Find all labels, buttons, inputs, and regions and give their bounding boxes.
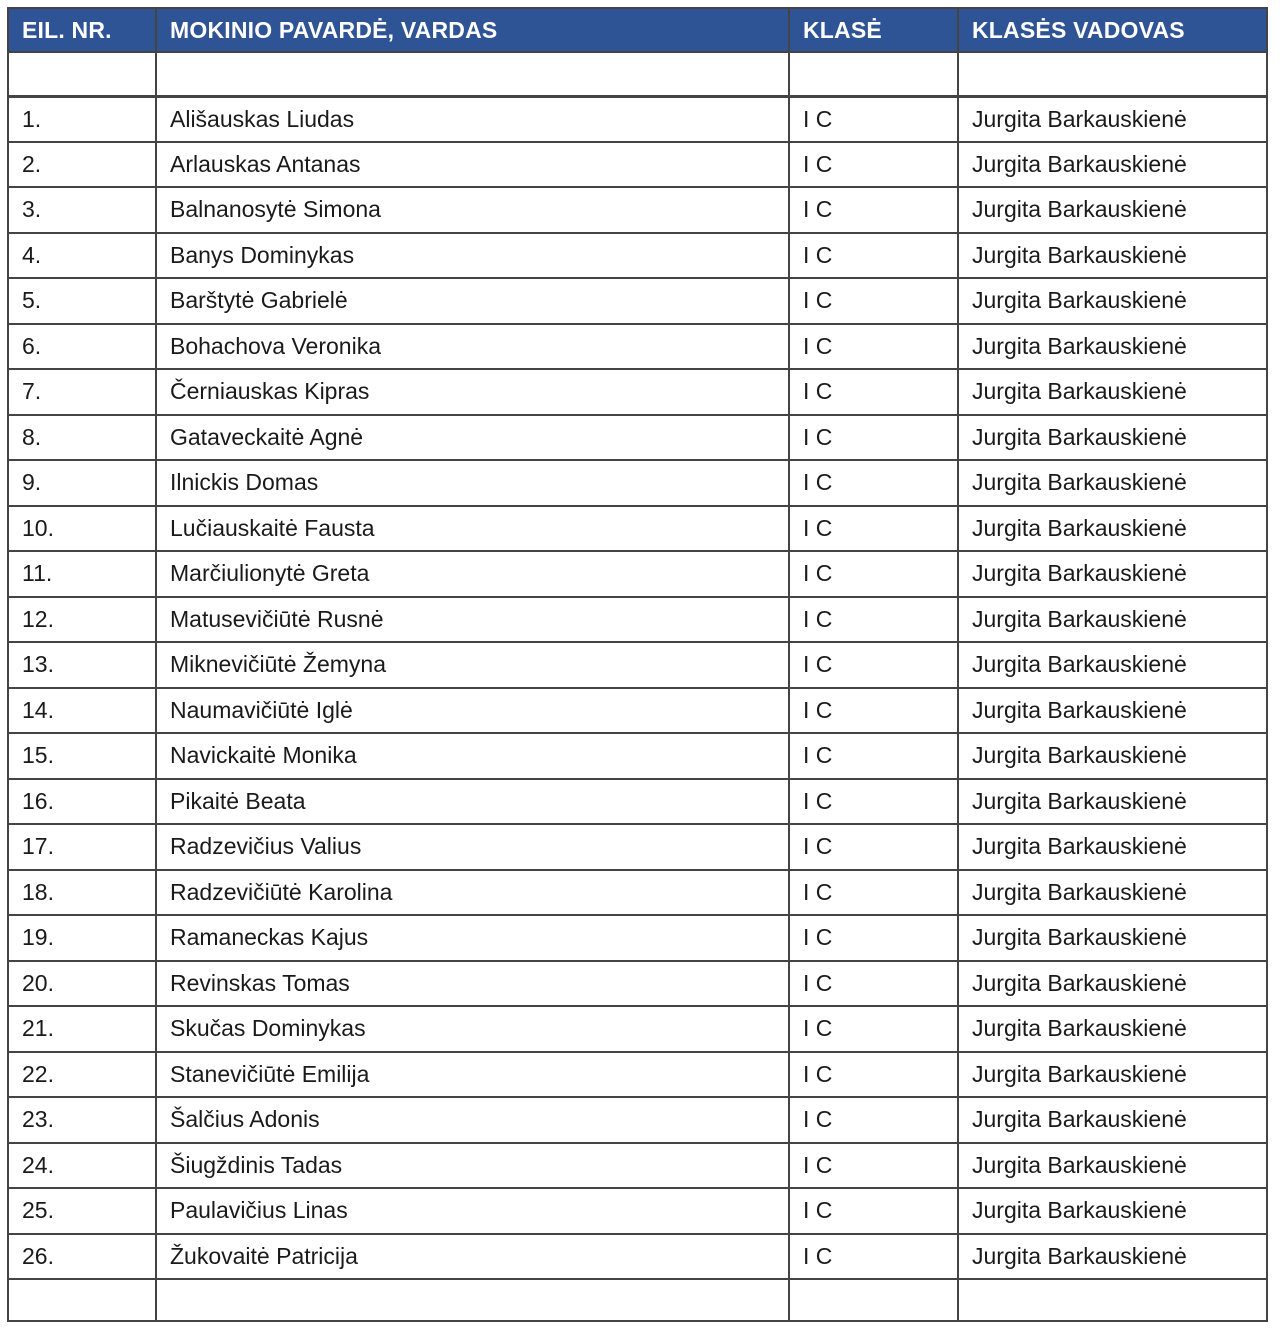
student-name-cell: Černiauskas Kipras bbox=[156, 369, 789, 415]
student-name-cell: Radzevičiūtė Karolina bbox=[156, 870, 789, 916]
class-teacher-cell: Jurgita Barkauskienė bbox=[958, 961, 1267, 1007]
class-cell: I C bbox=[789, 142, 958, 188]
class-cell: I C bbox=[789, 1006, 958, 1052]
class-cell: I C bbox=[789, 96, 958, 142]
row-number-cell: 18. bbox=[8, 870, 156, 916]
col-header-eil-nr: EIL. NR. bbox=[8, 8, 156, 52]
row-number-cell: 11. bbox=[8, 551, 156, 597]
class-cell: I C bbox=[789, 1052, 958, 1098]
row-number-cell: 19. bbox=[8, 915, 156, 961]
row-number-cell: 2. bbox=[8, 142, 156, 188]
class-teacher-cell: Jurgita Barkauskienė bbox=[958, 369, 1267, 415]
row-number-cell: 4. bbox=[8, 233, 156, 279]
table-row bbox=[8, 688, 1267, 734]
table-row bbox=[8, 1143, 1267, 1189]
student-name-cell: Marčiulionytė Greta bbox=[156, 551, 789, 597]
row-number-cell: 8. bbox=[8, 415, 156, 461]
row-number-cell: 21. bbox=[8, 1006, 156, 1052]
row-number-cell: 25. bbox=[8, 1188, 156, 1234]
class-cell: I C bbox=[789, 1188, 958, 1234]
student-name-cell: Lučiauskaitė Fausta bbox=[156, 506, 789, 552]
class-cell: I C bbox=[789, 369, 958, 415]
student-name-cell: Ilnickis Domas bbox=[156, 460, 789, 506]
class-cell: I C bbox=[789, 688, 958, 734]
student-name-cell: Šiugždinis Tadas bbox=[156, 1143, 789, 1189]
row-number-cell: 9. bbox=[8, 460, 156, 506]
student-name-cell: Žukovaitė Patricija bbox=[156, 1234, 789, 1280]
student-name-cell: Banys Dominykas bbox=[156, 233, 789, 279]
table-row bbox=[8, 961, 1267, 1007]
row-number-cell: 22. bbox=[8, 1052, 156, 1098]
class-teacher-cell: Jurgita Barkauskienė bbox=[958, 824, 1267, 870]
student-name-cell: Navickaitė Monika bbox=[156, 733, 789, 779]
row-number-cell: 20. bbox=[8, 961, 156, 1007]
table-row bbox=[8, 551, 1267, 597]
empty-cell bbox=[156, 52, 789, 96]
table-row bbox=[8, 1188, 1267, 1234]
class-teacher-cell: Jurgita Barkauskienė bbox=[958, 1052, 1267, 1098]
table-row bbox=[8, 1006, 1267, 1052]
class-cell: I C bbox=[789, 733, 958, 779]
student-name-cell: Barštytė Gabrielė bbox=[156, 278, 789, 324]
student-name-cell: Balnanosytė Simona bbox=[156, 187, 789, 233]
table-row bbox=[8, 642, 1267, 688]
class-cell: I C bbox=[789, 961, 958, 1007]
student-name-cell: Gataveckaitė Agnė bbox=[156, 415, 789, 461]
row-number-cell: 17. bbox=[8, 824, 156, 870]
class-teacher-cell: Jurgita Barkauskienė bbox=[958, 1188, 1267, 1234]
table-row bbox=[8, 779, 1267, 825]
table-row bbox=[8, 278, 1267, 324]
class-teacher-cell: Jurgita Barkauskienė bbox=[958, 597, 1267, 643]
student-name-cell: Paulavičius Linas bbox=[156, 1188, 789, 1234]
students-table bbox=[7, 7, 1268, 1322]
table-row bbox=[8, 415, 1267, 461]
class-teacher-cell: Jurgita Barkauskienė bbox=[958, 642, 1267, 688]
student-name-cell: Bohachova Veronika bbox=[156, 324, 789, 370]
row-number-cell: 1. bbox=[8, 96, 156, 142]
table-row bbox=[8, 733, 1267, 779]
class-cell: I C bbox=[789, 278, 958, 324]
student-name-cell: Ališauskas Liudas bbox=[156, 96, 789, 142]
table-row bbox=[8, 870, 1267, 916]
row-number-cell: 15. bbox=[8, 733, 156, 779]
row-number-cell: 16. bbox=[8, 779, 156, 825]
student-name-cell: Radzevičius Valius bbox=[156, 824, 789, 870]
class-teacher-cell: Jurgita Barkauskienė bbox=[958, 278, 1267, 324]
class-teacher-cell: Jurgita Barkauskienė bbox=[958, 551, 1267, 597]
table-row bbox=[8, 369, 1267, 415]
student-name-cell: Naumavičiūtė Iglė bbox=[156, 688, 789, 734]
class-cell: I C bbox=[789, 460, 958, 506]
empty-cell bbox=[789, 1279, 958, 1321]
class-cell: I C bbox=[789, 779, 958, 825]
table-row bbox=[8, 142, 1267, 188]
class-teacher-cell: Jurgita Barkauskienė bbox=[958, 1143, 1267, 1189]
class-teacher-cell: Jurgita Barkauskienė bbox=[958, 1006, 1267, 1052]
table-row bbox=[8, 96, 1267, 142]
row-number-cell: 23. bbox=[8, 1097, 156, 1143]
class-cell: I C bbox=[789, 187, 958, 233]
class-teacher-cell: Jurgita Barkauskienė bbox=[958, 688, 1267, 734]
class-teacher-cell: Jurgita Barkauskienė bbox=[958, 733, 1267, 779]
table-row bbox=[8, 233, 1267, 279]
table-row bbox=[8, 1052, 1267, 1098]
empty-cell bbox=[8, 52, 156, 96]
row-number-cell: 6. bbox=[8, 324, 156, 370]
table-row bbox=[8, 1097, 1267, 1143]
class-teacher-cell: Jurgita Barkauskienė bbox=[958, 870, 1267, 916]
class-teacher-cell: Jurgita Barkauskienė bbox=[958, 506, 1267, 552]
class-cell: I C bbox=[789, 1097, 958, 1143]
class-cell: I C bbox=[789, 551, 958, 597]
col-header-vardas: MOKINIO PAVARDĖ, VARDAS bbox=[156, 8, 789, 52]
empty-cell bbox=[958, 1279, 1267, 1321]
table-row bbox=[8, 460, 1267, 506]
table-row bbox=[8, 824, 1267, 870]
row-number-cell: 10. bbox=[8, 506, 156, 552]
row-number-cell: 24. bbox=[8, 1143, 156, 1189]
empty-cell bbox=[156, 1279, 789, 1321]
table-row bbox=[8, 1234, 1267, 1280]
table-row bbox=[8, 324, 1267, 370]
class-teacher-cell: Jurgita Barkauskienė bbox=[958, 779, 1267, 825]
student-name-cell: Arlauskas Antanas bbox=[156, 142, 789, 188]
student-name-cell: Miknevičiūtė Žemyna bbox=[156, 642, 789, 688]
class-cell: I C bbox=[789, 597, 958, 643]
table-row bbox=[8, 187, 1267, 233]
class-cell: I C bbox=[789, 324, 958, 370]
class-cell: I C bbox=[789, 415, 958, 461]
class-teacher-cell: Jurgita Barkauskienė bbox=[958, 460, 1267, 506]
row-number-cell: 26. bbox=[8, 1234, 156, 1280]
student-name-cell: Pikaitė Beata bbox=[156, 779, 789, 825]
class-cell: I C bbox=[789, 233, 958, 279]
student-name-cell: Skučas Dominykas bbox=[156, 1006, 789, 1052]
class-cell: I C bbox=[789, 870, 958, 916]
col-header-klase: KLASĖ bbox=[789, 8, 958, 52]
class-cell: I C bbox=[789, 1143, 958, 1189]
row-number-cell: 14. bbox=[8, 688, 156, 734]
class-teacher-cell: Jurgita Barkauskienė bbox=[958, 1234, 1267, 1280]
class-teacher-cell: Jurgita Barkauskienė bbox=[958, 142, 1267, 188]
col-header-vadovas: KLASĖS VADOVAS bbox=[958, 8, 1267, 52]
class-cell: I C bbox=[789, 915, 958, 961]
class-teacher-cell: Jurgita Barkauskienė bbox=[958, 96, 1267, 142]
table-row bbox=[8, 915, 1267, 961]
row-number-cell: 3. bbox=[8, 187, 156, 233]
class-cell: I C bbox=[789, 642, 958, 688]
empty-row-top bbox=[8, 52, 1267, 96]
student-name-cell: Šalčius Adonis bbox=[156, 1097, 789, 1143]
row-number-cell: 7. bbox=[8, 369, 156, 415]
student-name-cell: Matusevičiūtė Rusnė bbox=[156, 597, 789, 643]
class-teacher-cell: Jurgita Barkauskienė bbox=[958, 187, 1267, 233]
class-teacher-cell: Jurgita Barkauskienė bbox=[958, 415, 1267, 461]
class-teacher-cell: Jurgita Barkauskienė bbox=[958, 324, 1267, 370]
class-teacher-cell: Jurgita Barkauskienė bbox=[958, 915, 1267, 961]
student-name-cell: Ramaneckas Kajus bbox=[156, 915, 789, 961]
empty-cell bbox=[789, 52, 958, 96]
class-teacher-cell: Jurgita Barkauskienė bbox=[958, 1097, 1267, 1143]
class-cell: I C bbox=[789, 824, 958, 870]
table-row bbox=[8, 597, 1267, 643]
empty-cell bbox=[8, 1279, 156, 1321]
header-row bbox=[8, 8, 1267, 52]
class-teacher-cell: Jurgita Barkauskienė bbox=[958, 233, 1267, 279]
row-number-cell: 13. bbox=[8, 642, 156, 688]
class-cell: I C bbox=[789, 506, 958, 552]
class-cell: I C bbox=[789, 1234, 958, 1280]
table-row bbox=[8, 506, 1267, 552]
row-number-cell: 12. bbox=[8, 597, 156, 643]
student-name-cell: Revinskas Tomas bbox=[156, 961, 789, 1007]
student-name-cell: Stanevičiūtė Emilija bbox=[156, 1052, 789, 1098]
empty-cell bbox=[958, 52, 1267, 96]
empty-row-bottom bbox=[8, 1279, 1267, 1321]
row-number-cell: 5. bbox=[8, 278, 156, 324]
